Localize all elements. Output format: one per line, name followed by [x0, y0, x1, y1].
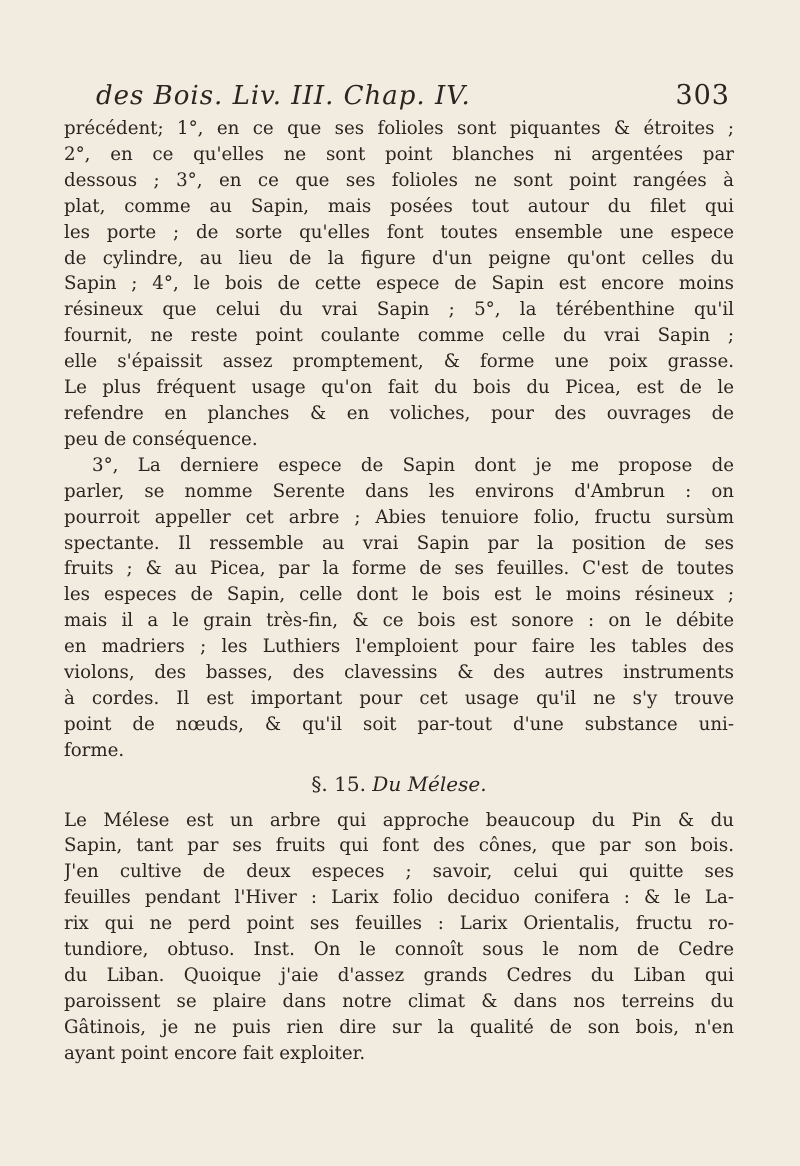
text-line: dessous ; 3°, en ce que ses folioles ne sont point rangées à — [64, 169, 734, 191]
text-line: du Liban. Quoique j'aie d'assez grands Cedres du Liban qui — [64, 965, 734, 986]
text-line: violons, des basses, des clavessins & des autres instruments — [64, 662, 734, 684]
text-line: J'en cultive de deux especes ; savoir, celui qui quitte ses — [64, 861, 734, 883]
text-line: elle s'épaissit assez promptement, & forme une poix grasse. — [64, 351, 734, 373]
paragraph-3 — [64, 808, 734, 1067]
text-line: à cordes. Il est important pour cet usage qu'il ne s'y trouve — [64, 687, 734, 709]
body-text — [64, 116, 734, 1067]
text-line: point de nœuds, & qu'il soit par-tout d'une substance uni- — [64, 713, 734, 735]
text-line: Sapin ; 4°, le bois de cette espece de Sapin est encore moins — [64, 273, 734, 295]
text-line: forme. — [64, 739, 125, 761]
text-line: mais il a le grain très-fin, & ce bois est sonore : on le débite — [64, 610, 734, 632]
text-line: précédent; 1°, en ce que ses folioles sont piquantes & étroites ; — [64, 118, 734, 139]
text-line: résineux que celui du vrai Sapin ; 5°, la térébenthine qu'il — [64, 299, 734, 321]
text-line: 2°, en ce qu'elles ne sont point blanches ni argentées par — [64, 143, 734, 165]
text-line: peu de conséquence. — [64, 428, 258, 450]
running-head — [96, 80, 730, 111]
text-line: feuilles pendant l'Hiver : Larix folio deciduo conifera : & le La- — [64, 887, 734, 909]
text-line: fruits ; & au Picea, par la forme de ses feuilles. C'est de toutes — [64, 558, 734, 580]
text-line: Le Mélese est un arbre qui approche beaucoup du Pin & du — [64, 809, 734, 831]
text-line: les porte ; de sorte qu'elles font toutes ensemble une espece — [64, 221, 734, 243]
paragraph-2 — [64, 453, 734, 764]
text-line: Sapin, tant par ses fruits qui font des cônes, que par son bois. — [64, 835, 734, 857]
section-number: §. 15. — [311, 771, 366, 796]
paragraph-1 — [64, 116, 734, 453]
running-head-title: des Bois. Liv. III. Chap. IV. — [96, 81, 471, 111]
text-line: fournit, ne reste point coulante comme celle du vrai Sapin ; — [64, 325, 734, 347]
text-line: Le plus fréquent usage qu'on fait du bois du Picea, est de le — [64, 377, 734, 399]
section-title: Du Mélese. — [372, 771, 487, 796]
text-line: Gâtinois, je ne puis rien dire sur la qualité de son bois, n'en — [64, 1016, 734, 1038]
text-line: plat, comme au Sapin, mais posées tout autour du filet qui — [64, 195, 734, 217]
page-number: 303 — [675, 80, 730, 111]
text-line: de cylindre, au lieu de la figure d'un peigne qu'ont celles du — [64, 247, 734, 269]
section-heading — [64, 772, 734, 798]
text-line: spectante. Il ressemble au vrai Sapin par la position de ses — [64, 532, 734, 554]
text-line: tundiore, obtuso. Inst. On le connoît sous le nom de Cedre — [64, 939, 734, 961]
text-line: rix qui ne perd point ses feuilles : Larix Orientalis, fructu ro- — [64, 913, 734, 935]
text-line: refendre en planches & en voliches, pour des ouvrages de — [64, 402, 734, 424]
text-line: parler, se nomme Serente dans les environs d'Ambrun : on — [64, 480, 734, 502]
text-line: paroissent se plaire dans notre climat & dans nos terreins du — [64, 990, 734, 1012]
text-line: les especes de Sapin, celle dont le bois est le moins résineux ; — [64, 584, 734, 606]
text-line: 3°, La derniere espece de Sapin dont je me propose de — [92, 454, 734, 476]
text-line: ayant point encore fait exploiter. — [64, 1042, 366, 1064]
text-line: pourroit appeller cet arbre ; Abies tenuiore folio, fructu sursùm — [64, 506, 734, 528]
text-line: en madriers ; les Luthiers l'emploient pour faire les tables des — [64, 636, 734, 658]
